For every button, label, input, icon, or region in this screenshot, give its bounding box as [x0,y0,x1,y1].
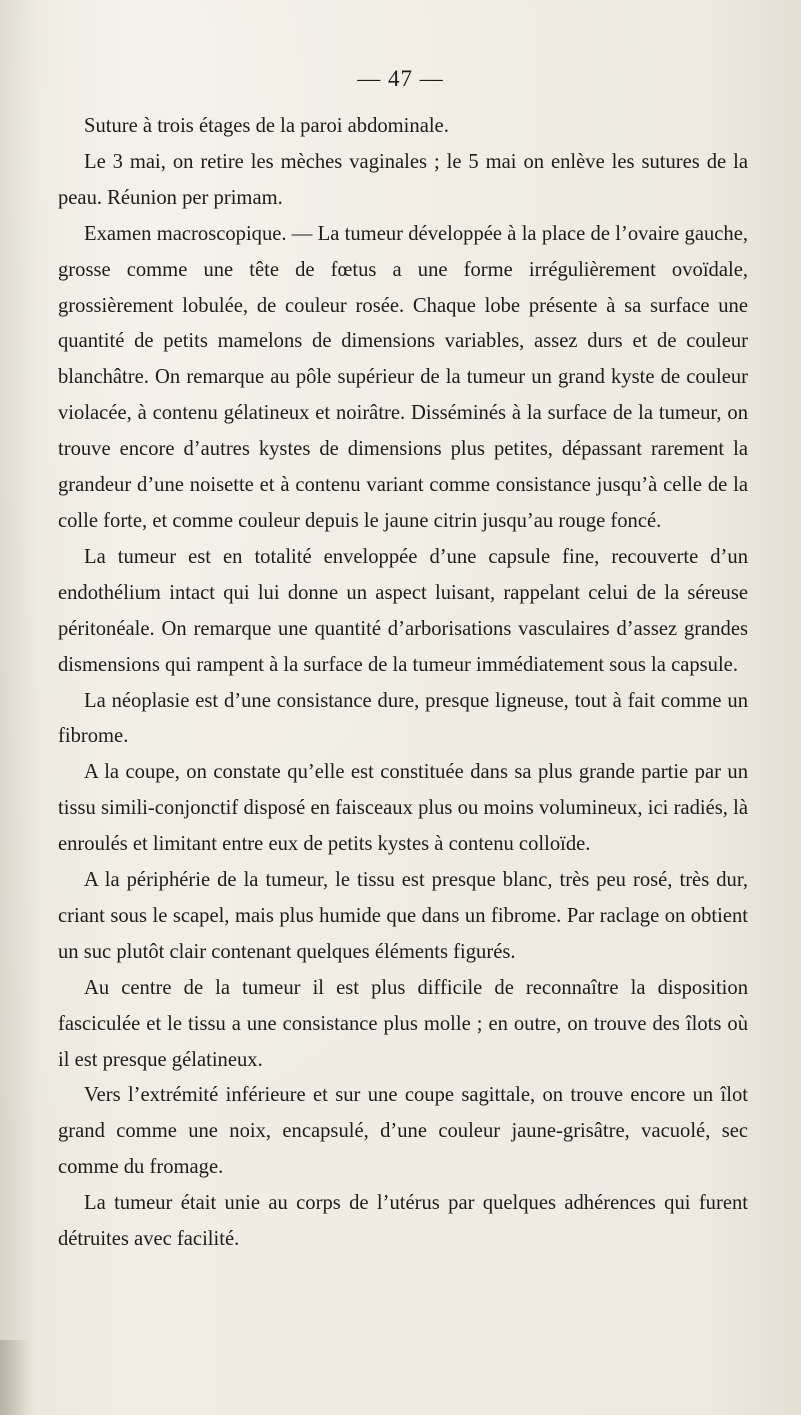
paragraph: A la périphérie de la tumeur, le tissu est presque blanc, très peu rosé, très dur, criant sous le scapel, mais plus humide que dans un fibrome. Par raclage on obtient un suc plutôt clair contenant quelques éléments figurés. [58,869,748,963]
paragraph: Le 3 mai, on retire les mèches vaginales ; le 5 mai on enlève les sutures de la peau. Réunion per primam. [58,150,748,209]
scan-edge-mark [0,1340,30,1415]
paragraph: La tumeur est en totalité enveloppée d’une capsule fine, recouverte d’un endothélium intact qui lui donne un aspect luisant, rappelant celui de la séreuse péritonéale. On remarque une quantité d’arborisations vasculaires d’assez grandes dismensions qui rampent à la surface de la tumeur immédiatement sous la capsule. [58,545,748,676]
paragraph: La tumeur était unie au corps de l’utérus par quelques adhérences qui furent détruites avec facilité. [58,1192,748,1251]
paragraph: Suture à trois étages de la paroi abdominale. [84,115,449,137]
paragraph: Au centre de la tumeur il est plus difficile de reconnaître la disposition fasciculée et le tissu a une consistance plus molle ; en outre, on trouve des îlots où il est presque gélatineux. [58,976,748,1071]
page-number: — 47 — [357,66,444,91]
paragraph: La néoplasie est d’une consistance dure, presque ligneuse, tout à fait comme un fibrome. [58,689,748,748]
paragraph: Examen macroscopique. — La tumeur développée à la place de l’ovaire gauche, grosse comme une tête de fœtus a une forme irrégulièrement ovoïdale, grossièrement lobulée, de couleur rosée. Chaque lobe présente à sa surface une quantité de petits mamelons de dimensions variables, assez durs et de couleur blanchâtre. On remarque au pôle supérieur de la tumeur un grand kyste de couleur violacée, à contenu gélatineux et noirâtre. Disséminés à la surface de la tumeur, on trouve encore d’autres kystes de dimensions plus petites, dépassant rarement la grandeur d’une noisette et à contenu variant comme consistance jusqu’à celle de la colle forte, et comme couleur depuis le jaune citrin jusqu’au rouge foncé. [58,222,748,532]
paragraph: Vers l’extrémité inférieure et sur une coupe sagittale, on trouve encore un îlot grand comme une noix, encapsulé, d’une couleur jaune-grisâtre, vacuolé, sec comme du fromage. [58,1084,748,1179]
body-text [58,109,748,1258]
paragraph: A la coupe, on constate qu’elle est constituée dans sa plus grande partie par un tissu simili-conjonctif disposé en faisceaux plus ou moins volumineux, ici radiés, là enroulés et limitant entre eux de petits kystes à contenu colloïde. [58,761,748,856]
